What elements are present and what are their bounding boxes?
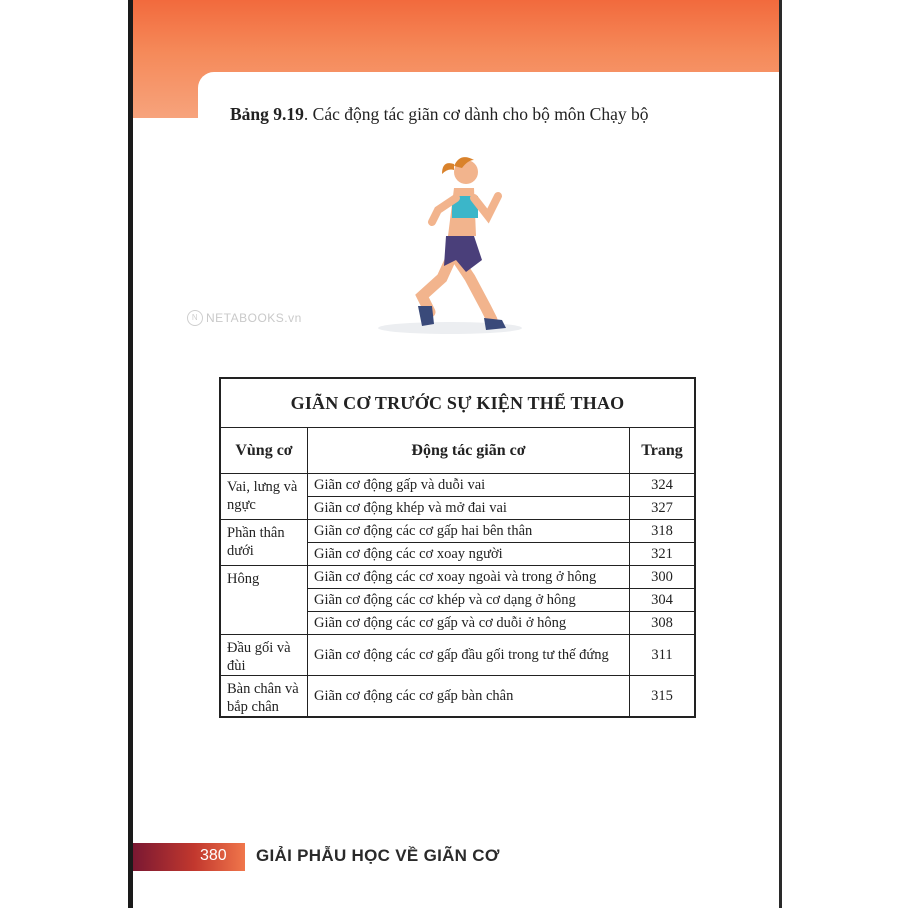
region-cell: Phần thân dưới	[220, 520, 308, 566]
page-edge	[779, 0, 782, 908]
header-page: Trang	[630, 428, 696, 474]
table-row	[220, 676, 695, 718]
table-row	[220, 635, 695, 676]
table-row	[220, 566, 695, 589]
table-header-row	[220, 428, 695, 474]
watermark-logo-icon: N	[187, 310, 203, 326]
table-caption	[230, 104, 649, 125]
page-spine	[128, 0, 133, 908]
watermark-text: NETABOOKS.vn	[206, 311, 302, 325]
table-title: GIÃN CƠ TRƯỚC SỰ KIỆN THỂ THAO	[220, 378, 695, 428]
move-cell: Giãn cơ động các cơ xoay ngoài và trong ở hông	[308, 566, 630, 589]
footer-accent-bar	[133, 843, 245, 871]
runner-back-leg	[458, 260, 492, 320]
region-cell: Đầu gối và đùi	[220, 635, 308, 676]
move-cell: Giãn cơ động khép và mở đai vai	[308, 497, 630, 520]
page-cell: 308	[630, 612, 696, 635]
move-cell: Giãn cơ động các cơ khép và cơ dạng ở hông	[308, 589, 630, 612]
table-title-row	[220, 378, 695, 428]
page-cell: 315	[630, 676, 696, 718]
runner-front-leg	[422, 256, 452, 312]
stretch-table	[219, 377, 696, 718]
page-cell: 324	[630, 474, 696, 497]
move-cell: Giãn cơ động các cơ gấp bàn chân	[308, 676, 630, 718]
footer-book-title: GIẢI PHẪU HỌC VỀ GIÃN CƠ	[256, 846, 500, 865]
page-cell: 327	[630, 497, 696, 520]
runner-back-shoe	[484, 318, 506, 330]
page-cell: 311	[630, 635, 696, 676]
page-cell: 318	[630, 520, 696, 543]
page-cell: 321	[630, 543, 696, 566]
footer-page-number: 380	[200, 847, 227, 864]
move-cell: Giãn cơ động các cơ gấp hai bên thân	[308, 520, 630, 543]
runner-ponytail	[442, 163, 454, 174]
region-cell: Vai, lưng và ngực	[220, 474, 308, 520]
move-cell: Giãn cơ động các cơ gấp đầu gối trong tư thế đứng	[308, 635, 630, 676]
left-margin	[0, 0, 130, 908]
move-cell: Giãn cơ động gấp và duỗi vai	[308, 474, 630, 497]
region-cell: Hông	[220, 566, 308, 635]
move-cell: Giãn cơ động các cơ xoay người	[308, 543, 630, 566]
watermark	[187, 310, 302, 326]
table-row	[220, 520, 695, 543]
caption-text: . Các động tác giãn cơ dành cho bộ môn Chạy bộ	[303, 104, 649, 124]
region-cell: Bàn chân và bắp chân	[220, 676, 308, 718]
table-row	[220, 474, 695, 497]
page-cell: 304	[630, 589, 696, 612]
caption-label: Bảng 9.19	[230, 104, 304, 124]
runner-illustration	[370, 148, 530, 343]
move-cell: Giãn cơ động các cơ gấp và cơ duỗi ở hông	[308, 612, 630, 635]
header-move: Động tác giãn cơ	[308, 428, 630, 474]
header-region: Vùng cơ	[220, 428, 308, 474]
page-cell: 300	[630, 566, 696, 589]
